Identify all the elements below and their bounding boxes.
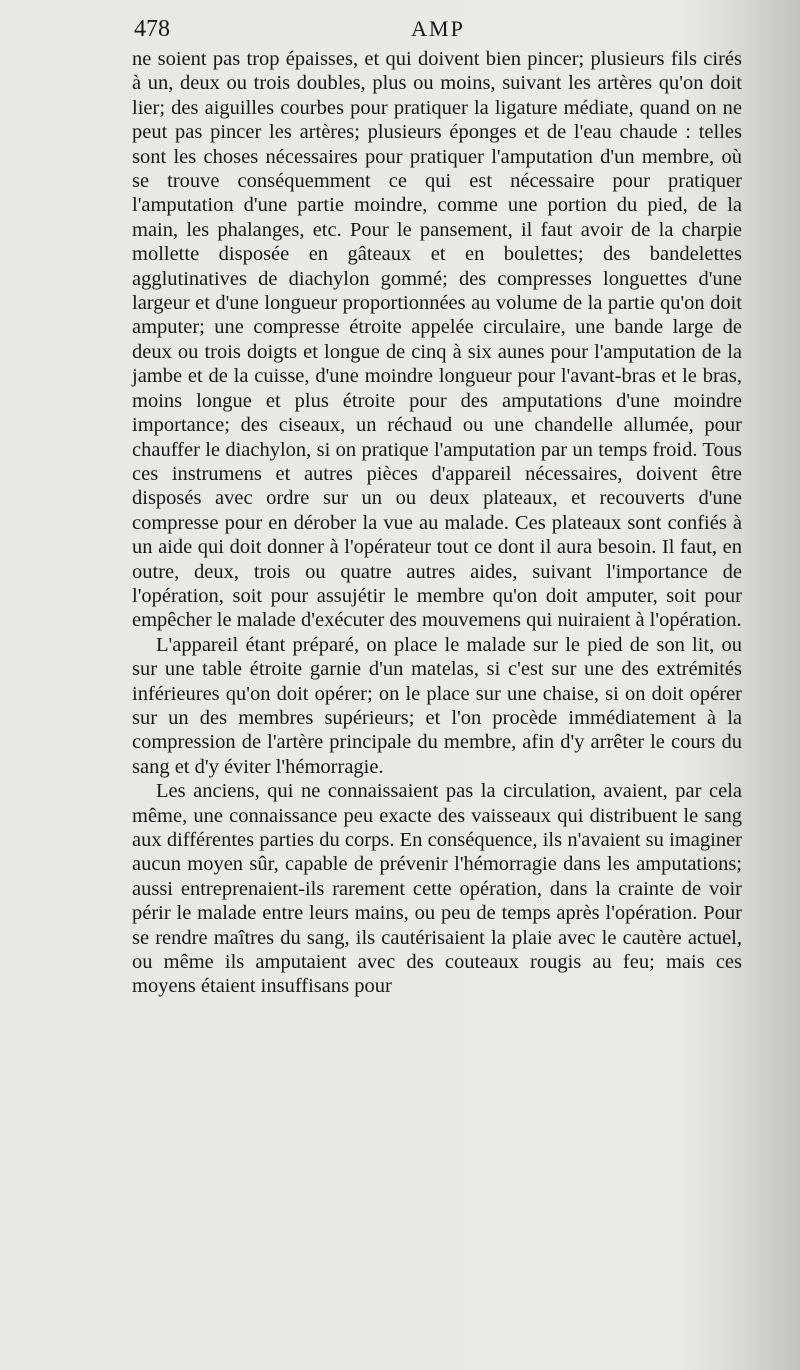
paragraph-2: L'appareil étant préparé, on place le malade sur le pied de son lit, ou sur une table étroite garnie d'un matelas, si c'est sur une des extrémités inférieures qu'on doit opérer; on le place sur une chaise, si on doit opérer sur un des membres supérieurs; et l'on procède immédiatement à la compression de l'artère principale du membre, afin d'y arrêter le cours du sang et d'y éviter l'hémorragie. <box>132 633 742 778</box>
paragraph-1: ne soient pas trop épaisses, et qui doivent bien pincer; plusieurs fils cirés à un, deux ou trois doubles, plus ou moins, suivant les artères qu'on doit lier; des aiguilles courbes pour pratiquer la ligature médiate, quand on ne peut pas pincer les artères; plusieurs éponges et de l'eau chaude : telles sont les choses nécessaires pour pratiquer l'amputation d'un membre, où se trouve conséquemment ce qui est nécessaire pour pratiquer l'amputation d'une partie moindre, comme une portion du pied, de la main, les phalanges, etc. Pour le pansement, il faut avoir de la charpie mollette disposée en gâteaux et en boulettes; des bandelettes agglutinatives de diachylon gommé; des compresses longuettes d'une largeur et d'une longueur proportionnées au volume de la partie qu'on doit amputer; une compresse étroite appelée circulaire, une bande large de deux ou trois doigts et longue de cinq à six aunes pour l'amputation de la jambe et de la cuisse, d'une moindre longueur pour l'avant-bras et le bras, moins longue et plus étroite pour des amputations d'une moindre importance; des ciseaux, un réchaud ou une chandelle allumée, pour chauffer le diachylon, si on pratique l'amputation par un temps froid. Tous ces instrumens et autres pièces d'appareil nécessaires, doivent être disposés avec ordre sur un ou deux plateaux, et recouverts d'une compresse pour en dérober la vue au malade. Ces plateaux sont confiés à un aide qui doit donner à l'opérateur tout ce dont il aura besoin. Il faut, en outre, deux, trois ou quatre autres aides, suivant l'importance de l'opération, soit pour assujétir le membre qu'on doit amputer, soit pour empêcher le malade d'exécuter des mouvemens qui nuiraient à l'opération. <box>132 48 742 632</box>
page-bottom-margin <box>0 1190 800 1370</box>
running-head: AMP <box>411 16 465 41</box>
page-header <box>134 16 742 46</box>
body-text <box>132 47 742 999</box>
page-number: 478 <box>134 16 170 42</box>
paragraph-3: Les anciens, qui ne connaissaient pas la circulation, avaient, par cela même, une connaissance peu exacte des vaisseaux qui distribuent le sang aux différentes parties du corps. En conséquence, ils n'avaient su imaginer aucun moyen sûr, capable de prévenir l'hémorragie dans les amputations; aussi entreprenaient-ils rarement cette opération, dans la crainte de voir périr le malade entre leurs mains, ou peu de temps après l'opération. Pour se rendre maîtres du sang, ils cautérisaient la plaie avec le cautère actuel, ou même ils amputaient avec des couteaux rougis au feu; mais ces moyens étaient insuffisans pour <box>132 780 742 998</box>
